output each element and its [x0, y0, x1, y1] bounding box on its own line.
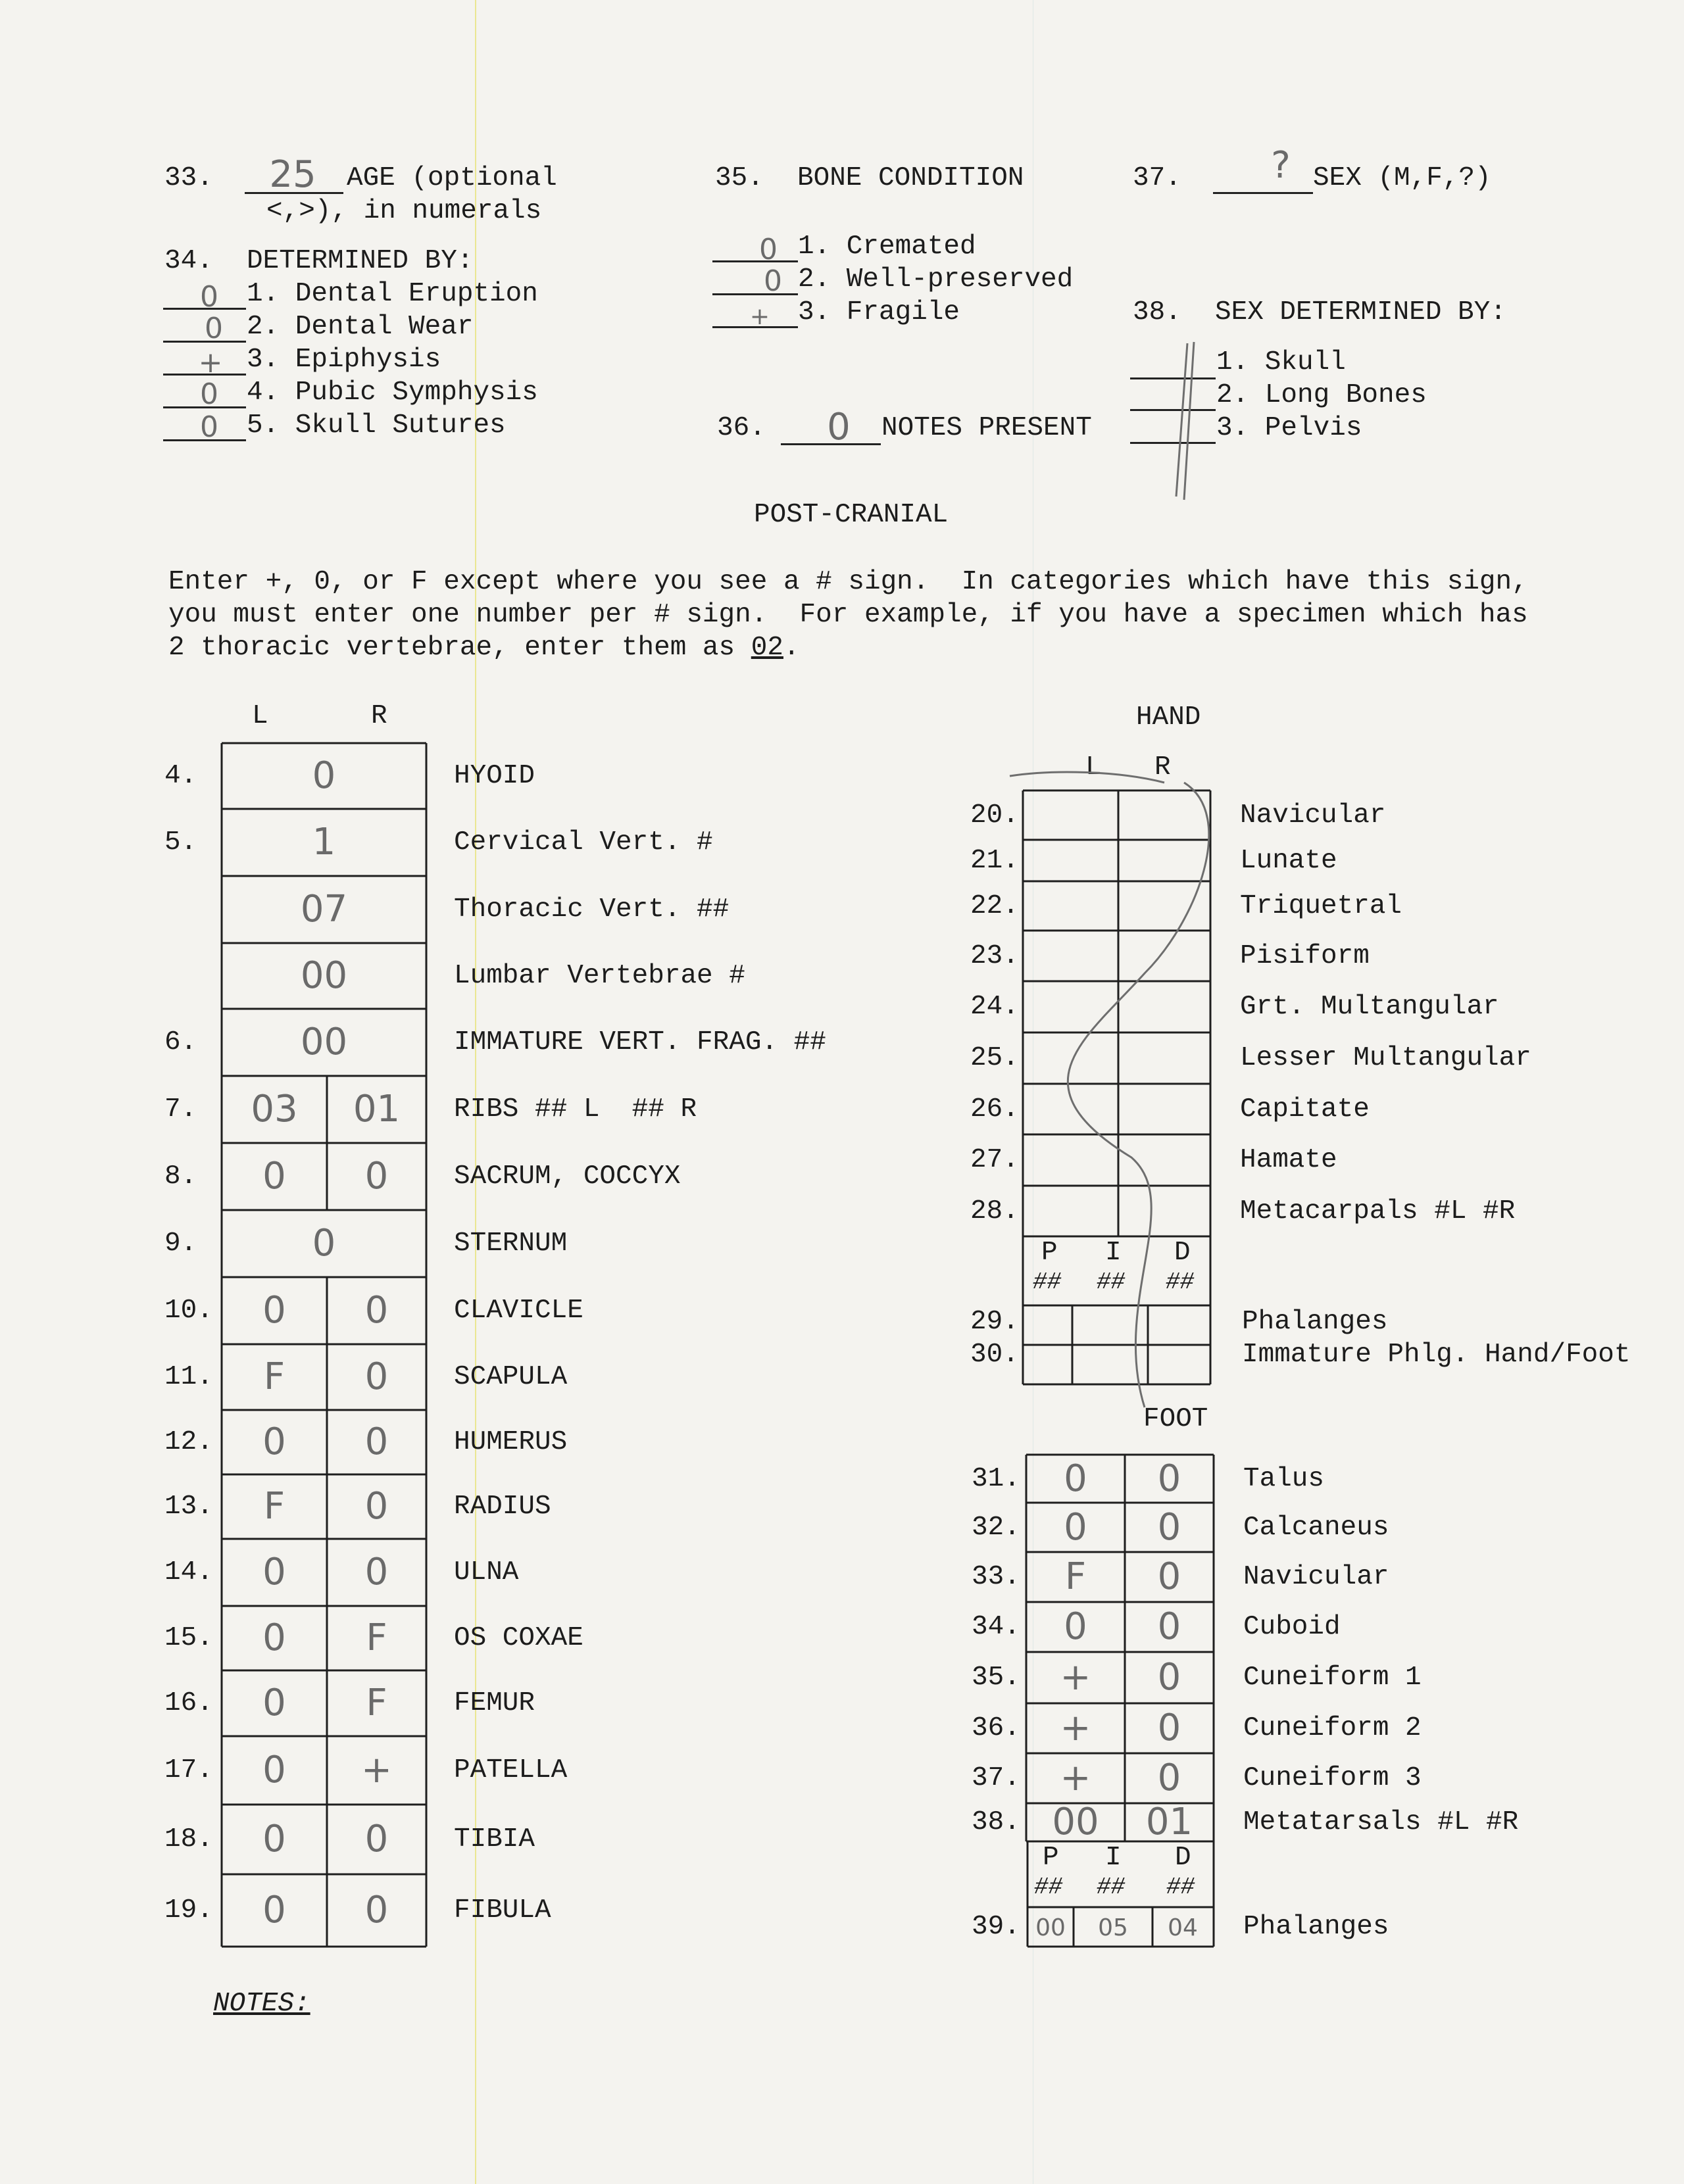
- left-table-row-number: 5.: [164, 827, 197, 858]
- foot-row-label: Navicular: [1243, 1562, 1389, 1592]
- foot-row-number: 38.: [972, 1807, 1020, 1837]
- left-table-row-number: 12.: [164, 1427, 213, 1457]
- foot-cell-r[interactable]: 0: [1157, 1605, 1181, 1648]
- left-table-row-label: ULNA: [454, 1557, 519, 1588]
- q34-option-5: 5. Skull Sutures: [247, 410, 506, 441]
- hand-pid-mark: ##: [1166, 1269, 1195, 1296]
- left-table-row-label: HYOID: [454, 761, 535, 791]
- foot-row-label: Cuneiform 3: [1243, 1763, 1422, 1793]
- hand-pid-header: P: [1041, 1238, 1058, 1268]
- left-table-cell-l[interactable]: 0: [262, 1889, 286, 1931]
- foot-row-number: 36.: [972, 1713, 1020, 1743]
- foot-cell-l[interactable]: +: [1060, 1656, 1091, 1699]
- foot-row-number: 31.: [972, 1463, 1020, 1494]
- left-table-row-number: 9.: [164, 1228, 197, 1259]
- q35-option-2: 2. Well-preserved: [798, 264, 1074, 295]
- left-table-row-label: OS COXAE: [454, 1623, 583, 1653]
- q38-label: SEX DETERMINED BY:: [1215, 297, 1506, 328]
- left-table-cell-value[interactable]: 0: [312, 754, 336, 797]
- foot-cell-l[interactable]: F: [1064, 1555, 1087, 1598]
- foot-row-number: 35.: [972, 1662, 1020, 1693]
- q33-handwritten-age: 25: [269, 153, 316, 196]
- left-table-cell-r[interactable]: 0: [364, 1289, 389, 1332]
- q33-label-2: <,>), in numerals: [266, 196, 542, 226]
- left-table-cell-l[interactable]: 0: [262, 1682, 286, 1724]
- q35-option-1: 1. Cremated: [798, 231, 976, 262]
- left-table-cell-r[interactable]: 0: [364, 1818, 389, 1860]
- hand-row-label: Capitate: [1240, 1094, 1370, 1125]
- q34-mark-5: 0: [200, 410, 218, 444]
- foot-cell-l[interactable]: 0: [1064, 1457, 1087, 1500]
- q34-mark-1: 0: [200, 280, 218, 314]
- left-table-row-label: STERNUM: [454, 1228, 568, 1259]
- foot-pid-mark: ##: [1034, 1874, 1063, 1901]
- left-table-cell-r[interactable]: 0: [364, 1551, 389, 1593]
- left-table-row-label: HUMERUS: [454, 1427, 568, 1457]
- q38-option-2: 2. Long Bones: [1216, 380, 1427, 410]
- left-table-row-label: RIBS ## L ## R: [454, 1094, 697, 1125]
- left-table-row-label: Cervical Vert. #: [454, 827, 713, 858]
- left-table-cell-r[interactable]: 0: [364, 1355, 389, 1398]
- left-table-row-label: IMMATURE VERT. FRAG. ##: [454, 1027, 826, 1057]
- q34-mark-3: +: [198, 346, 223, 379]
- q38-option-1: 1. Skull: [1216, 347, 1346, 377]
- left-table-cell-r[interactable]: 01: [353, 1088, 401, 1130]
- foot-cell-r[interactable]: 0: [1157, 1707, 1181, 1749]
- left-table-cell-value[interactable]: 00: [300, 954, 348, 997]
- left-table-col-r: R: [371, 701, 387, 731]
- foot-row-number: 37.: [972, 1763, 1020, 1793]
- left-table-row-number: 15.: [164, 1623, 213, 1653]
- left-table-row-number: 19.: [164, 1895, 213, 1926]
- foot-cell-l[interactable]: 00: [1052, 1801, 1099, 1843]
- hand-row-label: Grt. Multangular: [1240, 992, 1499, 1022]
- q35-mark-2: 0: [764, 264, 782, 298]
- hand-title: HAND: [1136, 702, 1201, 733]
- left-table-cell-l[interactable]: 0: [262, 1289, 286, 1332]
- hand-row-number: 21.: [970, 845, 1019, 876]
- left-table-row-number: 4.: [164, 761, 197, 791]
- left-table-cell-l[interactable]: F: [263, 1485, 285, 1528]
- left-table-cell-l[interactable]: 0: [262, 1818, 286, 1860]
- hand-row-label: Hamate: [1240, 1145, 1337, 1175]
- hand-pid-mark: ##: [1033, 1269, 1062, 1296]
- hand-row-label: Metacarpals #L #R: [1240, 1196, 1516, 1226]
- left-table-cell-l[interactable]: 0: [262, 1155, 286, 1198]
- q37-handwritten-sex: ?: [1271, 144, 1291, 187]
- q34-mark-2: 0: [205, 312, 223, 345]
- left-table-row-label: FEMUR: [454, 1688, 535, 1718]
- left-table-row-label: TIBIA: [454, 1824, 535, 1855]
- q33-label: AGE (optional: [347, 163, 557, 193]
- left-table-cell-l[interactable]: F: [263, 1355, 285, 1398]
- hand-col-l: L: [1085, 752, 1102, 783]
- q34-mark-4: 0: [200, 377, 218, 411]
- foot-cell-r[interactable]: 0: [1157, 1656, 1181, 1699]
- hand-col-r: R: [1154, 752, 1171, 783]
- hand-row-label: Triquetral: [1240, 890, 1402, 921]
- hand-row-label: Pisiform: [1240, 940, 1370, 971]
- q35-mark-3: +: [749, 303, 770, 330]
- hand-crossout-stroke: [1010, 772, 1164, 783]
- hand-row-label: Lesser Multangular: [1240, 1043, 1531, 1073]
- left-table-cell-value[interactable]: 1: [312, 821, 336, 863]
- instructions-line-2: you must enter one number per # sign. For example, if you have a specimen which has: [168, 600, 1528, 630]
- left-table-cell-l[interactable]: 03: [251, 1088, 298, 1130]
- q33-number: 33.: [164, 163, 213, 193]
- hand-row-label: Lunate: [1240, 845, 1337, 876]
- foot-phalanges-i[interactable]: 05: [1098, 1914, 1128, 1941]
- q34-option-3: 3. Epiphysis: [247, 345, 441, 375]
- foot-phalanges-d[interactable]: 04: [1168, 1914, 1198, 1941]
- hand-immature-number: 30.: [970, 1340, 1019, 1370]
- left-table-row-number: 18.: [164, 1824, 213, 1855]
- notes-label: NOTES:: [213, 1989, 310, 2019]
- foot-pid-header: P: [1043, 1843, 1059, 1873]
- left-table-cell-value[interactable]: 07: [300, 888, 348, 931]
- hand-row-number: 25.: [970, 1043, 1019, 1073]
- foot-cell-l[interactable]: +: [1060, 1707, 1091, 1749]
- foot-row-label: Cuboid: [1243, 1612, 1341, 1642]
- foot-cell-r[interactable]: 0: [1157, 1757, 1181, 1799]
- left-table-row-number: 10.: [164, 1296, 213, 1326]
- left-table-cell-l[interactable]: 0: [262, 1420, 286, 1463]
- q34-option-4: 4. Pubic Symphysis: [247, 377, 538, 408]
- left-table-cell-r[interactable]: 0: [364, 1485, 389, 1528]
- left-table-cell-value[interactable]: 0: [312, 1222, 336, 1265]
- foot-title: FOOT: [1143, 1404, 1208, 1434]
- hand-row-number: 22.: [970, 890, 1019, 921]
- hand-row-number: 28.: [970, 1196, 1019, 1226]
- q36-label: NOTES PRESENT: [881, 413, 1092, 443]
- q34-label: DETERMINED BY:: [247, 246, 474, 276]
- left-table-cell-r[interactable]: F: [366, 1682, 387, 1724]
- left-table-row-number: 7.: [164, 1094, 197, 1125]
- hand-pid-mark: ##: [1097, 1269, 1126, 1296]
- foot-cell-l[interactable]: +: [1060, 1757, 1091, 1799]
- left-table-row-label: RADIUS: [454, 1492, 551, 1522]
- left-table-row-number: 17.: [164, 1755, 213, 1785]
- q37-number: 37.: [1133, 163, 1181, 193]
- left-table-cell-r[interactable]: 0: [364, 1420, 389, 1463]
- left-table-row-label: SACRUM, COCCYX: [454, 1161, 681, 1192]
- left-table-cell-l[interactable]: 0: [262, 1616, 286, 1659]
- q34-option-1: 1. Dental Eruption: [247, 279, 538, 309]
- foot-pid-mark: ##: [1097, 1874, 1126, 1901]
- foot-pid-header: I: [1105, 1843, 1122, 1873]
- left-table-row-label: Lumbar Vertebrae #: [454, 961, 745, 991]
- foot-cell-r[interactable]: 0: [1157, 1505, 1181, 1549]
- foot-row-label: Metatarsals #L #R: [1243, 1807, 1519, 1837]
- q34-number: 34.: [164, 246, 213, 276]
- left-table-cell-r[interactable]: 0: [364, 1155, 389, 1198]
- section-title: POST-CRANIAL: [754, 500, 949, 530]
- left-table-row-number: 14.: [164, 1557, 213, 1588]
- instructions-line-1: Enter +, 0, or F except where you see a # sign. In categories which have this sign,: [168, 567, 1528, 597]
- left-table-row-number: 6.: [164, 1027, 197, 1057]
- q35-number: 35.: [715, 163, 764, 193]
- hand-row-number: 24.: [970, 992, 1019, 1022]
- left-table-cell-l[interactable]: 0: [262, 1749, 286, 1791]
- left-table-row-number: 8.: [164, 1161, 197, 1192]
- left-table-cell-value[interactable]: 00: [300, 1021, 348, 1063]
- foot-cell-r[interactable]: 0: [1157, 1555, 1181, 1598]
- foot-phalanges-label: Phalanges: [1243, 1912, 1389, 1942]
- left-table-row-label: Thoracic Vert. ##: [454, 894, 730, 925]
- foot-pid-mark: ##: [1166, 1874, 1195, 1901]
- hand-crossout-stroke: [1068, 783, 1208, 1407]
- hand-row-number: 27.: [970, 1145, 1019, 1175]
- foot-row-label: Calcaneus: [1243, 1512, 1389, 1543]
- foot-row-number: 32.: [972, 1512, 1020, 1543]
- foot-cell-r[interactable]: 0: [1157, 1457, 1181, 1500]
- hand-phalanges-number: 29.: [970, 1307, 1019, 1337]
- left-table-cell-r[interactable]: 0: [364, 1889, 389, 1931]
- foot-cell-r[interactable]: 01: [1145, 1801, 1193, 1843]
- hand-row-label: Navicular: [1240, 800, 1386, 831]
- left-table-row-number: 16.: [164, 1688, 213, 1718]
- hand-phalanges-label: Phalanges: [1242, 1307, 1388, 1337]
- instructions-end: .: [783, 633, 800, 663]
- hand-pid-header: I: [1105, 1238, 1122, 1268]
- foot-row-label: Cuneiform 2: [1243, 1713, 1422, 1743]
- foot-row-label: Talus: [1243, 1463, 1325, 1494]
- left-table-row-number: 13.: [164, 1492, 213, 1522]
- left-table-row-number: 11.: [164, 1362, 213, 1392]
- left-table-row-label: SCAPULA: [454, 1362, 568, 1392]
- instructions-line-3-text: 2 thoracic vertebrae, enter them as: [168, 633, 751, 663]
- q38-number: 38.: [1133, 297, 1181, 328]
- hand-pid-header: D: [1174, 1238, 1191, 1268]
- q36-handwritten-value: 0: [827, 406, 851, 449]
- hand-immature-label: Immature Phlg. Hand/Foot: [1242, 1340, 1631, 1370]
- q35-option-3: 3. Fragile: [798, 297, 960, 328]
- foot-phalanges-p[interactable]: 00: [1035, 1914, 1066, 1941]
- hand-row-number: 23.: [970, 940, 1019, 971]
- foot-cell-l[interactable]: 0: [1064, 1505, 1087, 1549]
- left-table-cell-l[interactable]: 0: [262, 1551, 286, 1593]
- foot-phalanges-number: 39.: [972, 1912, 1020, 1942]
- hand-row-number: 20.: [970, 800, 1019, 831]
- instructions-example: 02: [751, 633, 783, 663]
- hand-row-number: 26.: [970, 1094, 1019, 1125]
- left-table-row-label: FIBULA: [454, 1895, 551, 1926]
- q34-option-2: 2. Dental Wear: [247, 312, 474, 342]
- q35-label: BONE CONDITION: [797, 163, 1024, 193]
- left-table-row-label: PATELLA: [454, 1755, 568, 1785]
- left-table-col-l: L: [252, 701, 268, 731]
- q37-label: SEX (M,F,?): [1313, 163, 1491, 193]
- foot-row-number: 33.: [972, 1562, 1020, 1592]
- left-table-row-label: CLAVICLE: [454, 1296, 583, 1326]
- foot-cell-l[interactable]: 0: [1064, 1605, 1087, 1648]
- foot-pid-header: D: [1175, 1843, 1191, 1873]
- left-table-cell-r[interactable]: +: [361, 1749, 392, 1791]
- q36-number: 36.: [717, 413, 766, 443]
- q38-option-3: 3. Pelvis: [1216, 413, 1362, 443]
- q35-mark-1: 0: [759, 233, 778, 266]
- left-table-cell-r[interactable]: F: [366, 1616, 387, 1659]
- foot-row-label: Cuneiform 1: [1243, 1662, 1422, 1693]
- foot-row-number: 34.: [972, 1612, 1020, 1642]
